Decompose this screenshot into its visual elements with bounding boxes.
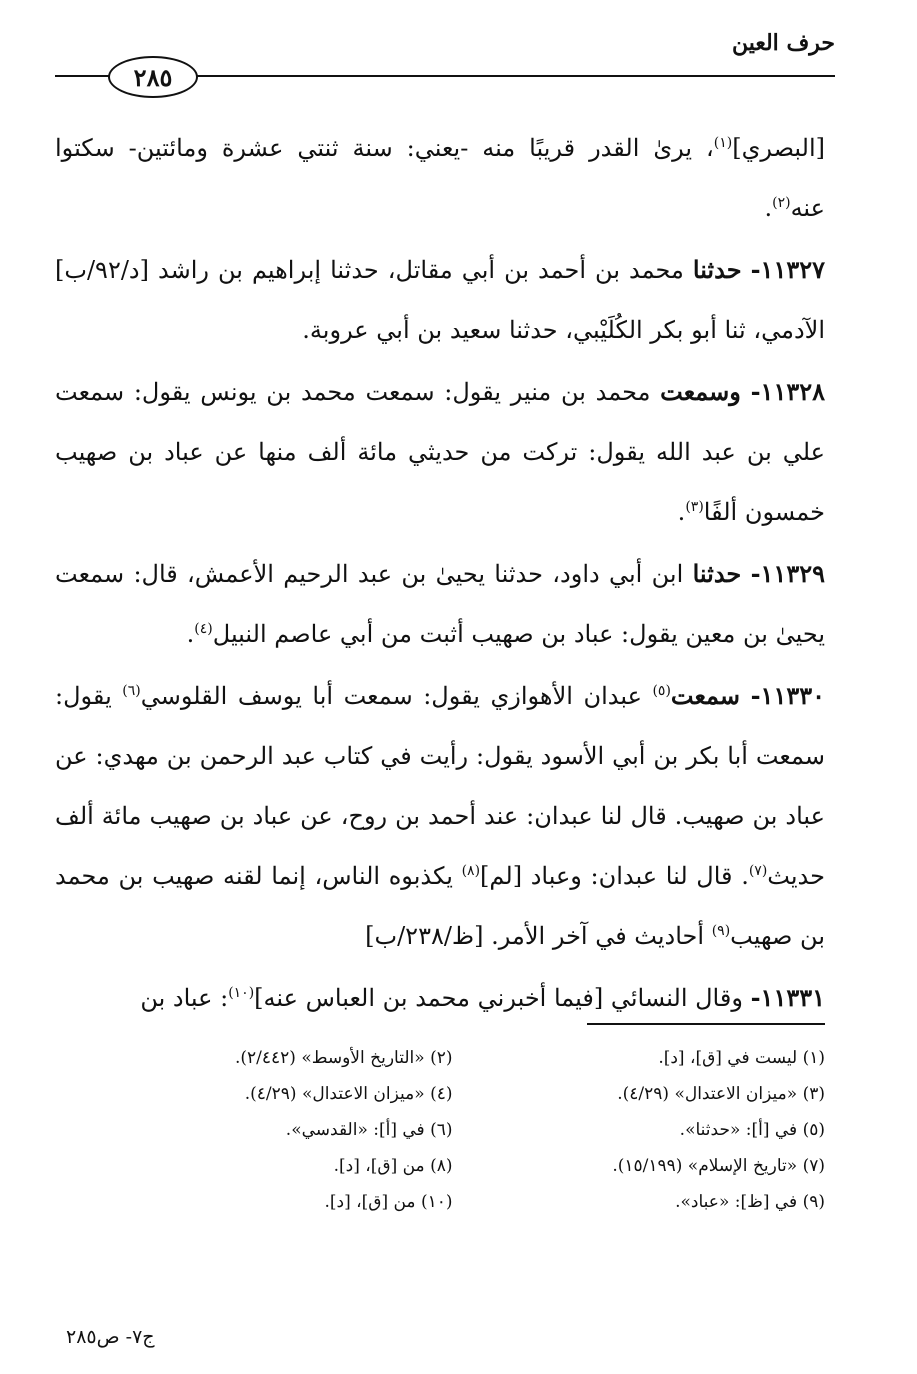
footnote-ref: (١٠): [228, 985, 255, 1001]
footnote: (٣) «ميزان الاعتدال» (٤/٢٩).: [617, 1084, 825, 1104]
footnote: (١٠) من [ق]، [د].: [324, 1192, 453, 1212]
footnote: (٧) «تاريخ الإسلام» (١٥/١٩٩).: [612, 1156, 825, 1176]
footnote: (١) ليست في [ق]، [د].: [658, 1048, 825, 1068]
footnote-ref: (٦): [122, 683, 141, 699]
paragraph-11329: ١١٣٢٩- حدثنا ابن أبي داود، حدثنا يحيىٰ بن عبد الرحيم الأعمش، قال: سمعت يحيىٰ بن معين يقول: عباد بن صهيب أثبت من أبي عاصم النبيل$^{(٤)}$.: [55, 559, 825, 648]
footnotes: [120, 1040, 825, 1220]
volume-page-reference: ج٧- ص٢٨٥: [66, 1326, 155, 1348]
paragraph-11331: ١١٣٣١- وقال النسائي [فيما أخبرني محمد بن العباس عنه]$^{(١٠)}$: عباد بن: [140, 983, 825, 1012]
footnote-ref: (١): [713, 135, 733, 151]
footnote-ref: (٣): [685, 499, 704, 515]
paragraph-11330: ١١٣٣٠- سمعت$^{(٥)}$ عبدان الأهوازي يقول: سمعت أبا يوسف القلوسي$^{(٦)}$ يقول: سمعت أبا بكر بن أبي الأسود يقول: رأيت في كتاب عبد الرحمن بن مهدي: عن عباد بن صهيب. قال لنا عبدان: عند أحمد بن روح، عن عباد بن صهيب مائة ألف حديث$^{(٧)}$. قال لنا عبدان: وعباد [لم]$^{(٨)}$ يكذبوه الناس، إنما لقنه صهيب بن محمد بن صهيب$^{(٩)}$ أحاديث في آخر الأمر. [ظ/٢٣٨/ب]: [55, 681, 825, 950]
page-number: ٢٨٥: [108, 56, 198, 98]
footnote-ref: (٢): [772, 195, 791, 211]
paragraph-11327: ١١٣٢٧- حدثنا محمد بن أحمد بن أبي مقاتل، حدثنا إبراهيم بن راشد [د/٩٢/ب] الآدمي، ثنا أبو بكر الكُلَيْبي، حدثنا سعيد بن أبي عروبة.: [55, 255, 825, 344]
footnote: (٦) في [أ]: «القدسي».: [285, 1120, 453, 1140]
footnote: (٤) «ميزان الاعتدال» (٤/٢٩).: [244, 1084, 453, 1104]
footnote: (٥) في [أ]: «حدثنا».: [679, 1120, 825, 1140]
paragraph-1: [البصري]$^{(١)}$، يرىٰ القدر قريبًا منه -يعني: سنة ثنتي عشرة ومائتين- سكتوا عنه$^{(٢)}$.: [55, 134, 825, 222]
footnote-ref: (٧): [748, 863, 768, 879]
footnote-ref: (٥): [652, 683, 671, 699]
body-text: [55, 118, 825, 1030]
paragraph-11328: ١١٣٢٨- وسمعت محمد بن منير يقول: سمعت محمد بن يونس يقول: سمعت علي بن عبد الله يقول: تركت من حديثي مائة ألف منها عن عباد بن صهيب خمسون ألفًا$^{(٣)}$.: [55, 377, 825, 526]
hadith-number: ١١٣٣٠-: [750, 681, 825, 710]
lead-word: سمعت: [670, 681, 741, 710]
lead-word: حدثنا: [692, 255, 742, 284]
hadith-number: ١١٣٢٧-: [750, 255, 825, 284]
footnote-ref: (٩): [711, 923, 731, 939]
footnote: (٢) «التاريخ الأوسط» (٢/٤٤٢).: [234, 1048, 453, 1068]
footnote-ref: (٨): [461, 863, 481, 879]
lead-word: وسمعت: [660, 377, 741, 406]
lead-word: حدثنا: [692, 559, 742, 588]
hadith-number: ١١٣٢٨-: [750, 377, 825, 406]
chapter-title: حرف العين: [731, 30, 835, 56]
footnote-rule: [587, 1023, 825, 1025]
footnote: (٨) من [ق]، [د].: [333, 1156, 453, 1176]
hadith-number: ١١٣٢٩-: [750, 559, 825, 588]
footnote-ref: (٤): [194, 621, 213, 637]
footnote: (٩) في [ظ]: «عباد».: [675, 1192, 825, 1212]
hadith-number: ١١٣٣١-: [750, 983, 825, 1012]
